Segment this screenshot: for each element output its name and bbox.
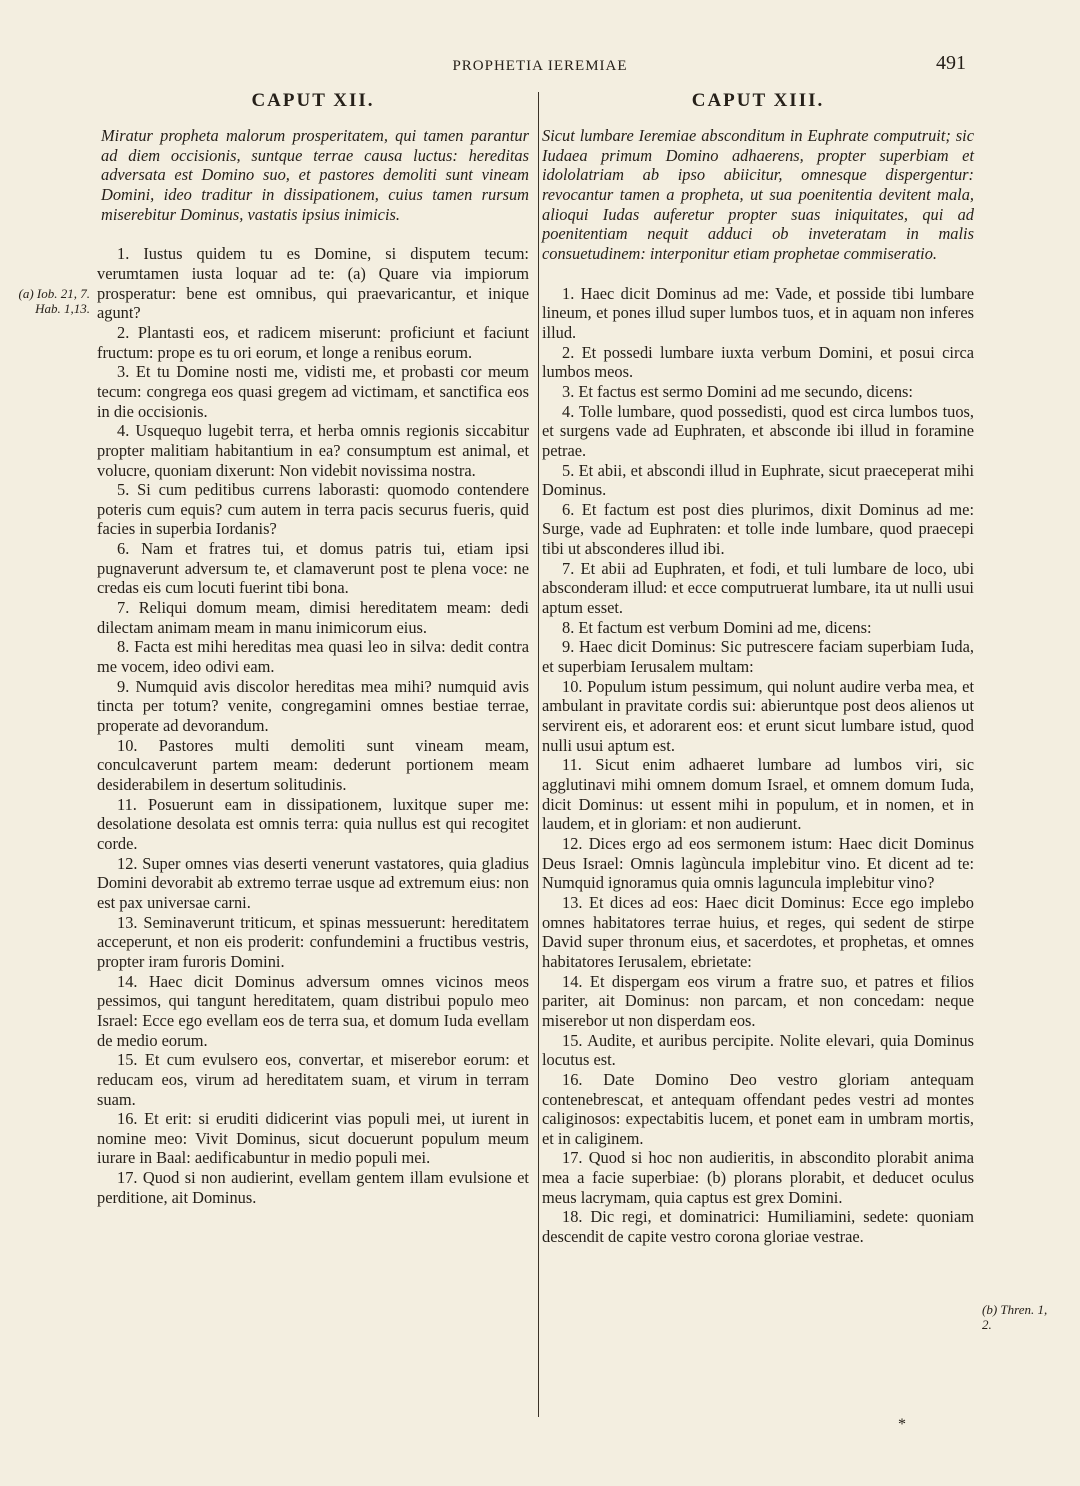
verse-list-xii	[97, 244, 529, 1207]
verse: 12. Super omnes vias deserti venerunt vastatores, quia gladius Domini devorabit ab extremo terrae usque ad extremum eius: non est pax universae carni.	[97, 853, 529, 912]
verse: 9. Haec dicit Dominus: Sic putrescere faciam superbiam Iuda, et superbiam Ierusalem multam:	[542, 637, 974, 677]
verse: 16. Date Domino Deo vestro gloriam antequam contenebrescat, et antequam offendant pedes vestri ad montes caliginosos: expectabitis lucem, et ponet eam in umbram mortis, et in caliginem.	[542, 1069, 974, 1148]
verse: 17. Quod si hoc non audieritis, in abscondito plorabit anima mea a facie superbiae: (b) plorans plorabit, et deducet oculus meus lacrymam, quia captus est grex Domini.	[542, 1148, 974, 1207]
margin-note-a: (a) Iob. 21, 7. Hab. 1,13.	[18, 286, 90, 316]
verse: 3. Et factus est sermo Domini ad me secundo, dicens:	[562, 381, 913, 401]
verse: 17. Quod si non audierint, evellam gentem illam evulsione et perditione, ait Dominus.	[97, 1168, 529, 1207]
verse: 15. Audite, et auribus percipite. Nolite elevari, quia Dominus locutus est.	[542, 1030, 974, 1070]
verse: 5. Si cum peditibus currens laborasti: quomodo contendere poteris cum equis? cum autem in terra pacis securus fueris, quid facies in superbia Iordanis?	[97, 480, 529, 539]
verse: 7. Reliqui domum meam, dimisi hereditatem meam: dedi dilectam animam meam in manu inimicorum eius.	[97, 598, 529, 637]
verse: 13. Seminaverunt triticum, et spinas messuerunt: hereditatem acceperunt, et non eis proderit: confundemini a fructibus vestris, propter iram furoris Domini.	[97, 912, 529, 971]
chapter-title-xiii: CAPUT XIII.	[691, 90, 825, 111]
verse: 15. Et cum evulsero eos, convertar, et miserebor eorum: et reducam eos, virum ad hereditatem suam, et virum in terram suam.	[97, 1050, 529, 1109]
verse: 18. Dic regi, et dominatrici: Humiliamini, sedete: quoniam descendit de capite vestro corona gloriae vestrae.	[542, 1207, 974, 1247]
verse: 8. Et factum est verbum Domini ad me, dicens:	[562, 617, 872, 637]
asterisk-ornament: *	[898, 1416, 906, 1433]
chapter-title-xii: CAPUT XII.	[251, 90, 375, 111]
verse: 11. Posuerunt eam in dissipationem, luxitque super me: desolatione desolata est omnis terra: quia nullus est qui recogitet corde.	[97, 794, 529, 853]
verse: 5. Et abii, et abscondi illud in Euphrate, sicut praeceperat mihi Dominus.	[542, 460, 974, 500]
verse: 16. Et erit: si eruditi didicerint vias populi mei, ut iurent in nomine meo: Vivit Dominus, sicut docuerunt populum meum iurare in Baal: aedificabuntur in medio populi mei.	[97, 1109, 529, 1168]
verse: 1. Iustus quidem tu es Domine, si disputem tecum: verumtamen iusta loquar ad te: (a) Quare via impiorum prosperatur: bene est omnibus, qui praevaricantur, et inique agunt?	[97, 244, 529, 323]
verse: 10. Populum istum pessimum, qui nolunt audire verba mea, et ambulant in pravitate cordis sui: abieruntque post deos alienos ut servirent eis, et adorarent eos: et erunt sicut lumbare istud, quod nulli usui aptum est.	[542, 676, 974, 755]
margin-note-b: (b) Thren. 1, 2.	[982, 1302, 1048, 1332]
verse: 4. Tolle lumbare, quod possedisti, quod est circa lumbos tuos, et surgens vade ad Euphraten, et absconde ibi illud in foramine petrae.	[542, 401, 974, 460]
verse: 8. Facta est mihi hereditas mea quasi leo in silva: dedit contra me vocem, ideo odivi eam.	[97, 637, 529, 677]
verse: 6. Nam et fratres tui, et domus patris tui, etiam ipsi pugnaverunt adversum te, et clamaverunt post te plena voce: ne credas eis cum locuti fuerint tibi bona.	[97, 539, 529, 598]
page-number: 491	[936, 52, 966, 74]
verse: 14. Et dispergam eos virum a fratre suo, et patres et filios pariter, ait Dominus: non parcam, et non concedam: neque miserebor ut non disperdam eos.	[542, 971, 974, 1030]
verse: 3. Et tu Domine nosti me, vidisti me, et probasti cor meum tecum: congrega eos quasi gregem ad victimam, et sanctifica eos in die occisionis.	[97, 362, 529, 421]
verse: 13. Et dices ad eos: Haec dicit Dominus: Ecce ego implebo omnes habitatores terrae huius, et reges, qui sedent de stirpe David super thronum eius, et sacerdotes, et prophetas, et omnes habitatores Ierusalem, ebrietate:	[542, 892, 974, 971]
chapter-summary-xii: Miratur propheta malorum prosperitatem, qui tamen parantur ad diem occisionis, suntque terrae causa luctus: hereditas adversata est Domino suo, et pastores demoliti sunt vineam Domini, ideo traditur in dissipationem, cuius tamen rursum miserebitur Dominus, vastatis ipsius inimicis.	[101, 126, 529, 224]
verse: 14. Haec dicit Dominus adversum omnes vicinos meos pessimos, qui tangunt hereditatem, quam distribui populo meo Israel: Ecce ego evellam eos de terra sua, et domum Iuda evellam de medio eorum.	[97, 971, 529, 1050]
verse: 7. Et abii ad Euphraten, et fodi, et tuli lumbare de loco, ubi absconderam illud: et ecce computruerat lumbare, ita ut nulli usui aptum esset.	[542, 558, 974, 618]
left-column	[97, 90, 529, 1207]
chapter-summary-xiii: Sicut lumbare Ieremiae absconditum in Euphrate computruit; sic Iudaea primum Domino adhaerens, propter superbiam et idololatriam ab ipso abiicitur, omnesque dispergentur: revocantur tamen a propheta, ut sua poenitentia devitent mala, alioqui Iudas auferetur propter suas iniquitates, qui ad poenitentiam nequit adduci ob inveteratam in malis consuetudinem: interponitur etiam prophetae commiseratio.	[542, 126, 974, 263]
verse: 9. Numquid avis discolor hereditas mea mihi? numquid avis tincta per totum? venite, congregamini omnes bestiae terrae, properate ad devorandum.	[97, 676, 529, 736]
right-column	[542, 90, 974, 1247]
verse: 2. Et possedi lumbare iuxta verbum Domini, et posui circa lumbos meos.	[542, 342, 974, 382]
verse-list-xiii	[542, 284, 974, 1247]
verse: 2. Plantasti eos, et radicem miserunt: proficiunt et faciunt fructum: prope es tu ori eorum, et longe a renibus eorum.	[97, 322, 529, 362]
verse: 12. Dices ergo ad eos sermonem istum: Haec dicit Dominus Deus Israel: Omnis lagùncula implebitur vino. Et dicent ad te: Numquid ignoramus quia omnis laguncula implebitur vino?	[542, 833, 974, 893]
verse: 11. Sicut enim adhaeret lumbare ad lumbos viri, sic agglutinavi mihi omnem domum Israel, et omnem domum Iuda, dicit Dominus: ut essent mihi in populum, et in nomen, et in laudem, et in gloriam: et non audierunt.	[542, 755, 974, 834]
running-title: PROPHETIA IEREMIAE	[452, 58, 628, 74]
verse: 6. Et factum est post dies plurimos, dixit Dominus ad me: Surge, vade ad Euphraten: et tolle inde lumbare, quod praecepi tibi ut absconderes illud ibi.	[542, 499, 974, 559]
column-divider	[538, 92, 539, 1417]
verse: 4. Usquequo lugebit terra, et herba omnis regionis siccabitur propter malitiam habitantium in ea? consumptum est animal, et volucre, quoniam dixerunt: Non videbit novissima nostra.	[97, 421, 529, 480]
verse: 10. Pastores multi demoliti sunt vineam meam, conculcaverunt partem meam: dederunt portionem meam desiderabilem in desertum solitudinis.	[97, 735, 529, 794]
verse: 1. Haec dicit Dominus ad me: Vade, et posside tibi lumbare lineum, et pones illud super lumbos tuos, et in aquam non inferes illud.	[542, 283, 974, 342]
